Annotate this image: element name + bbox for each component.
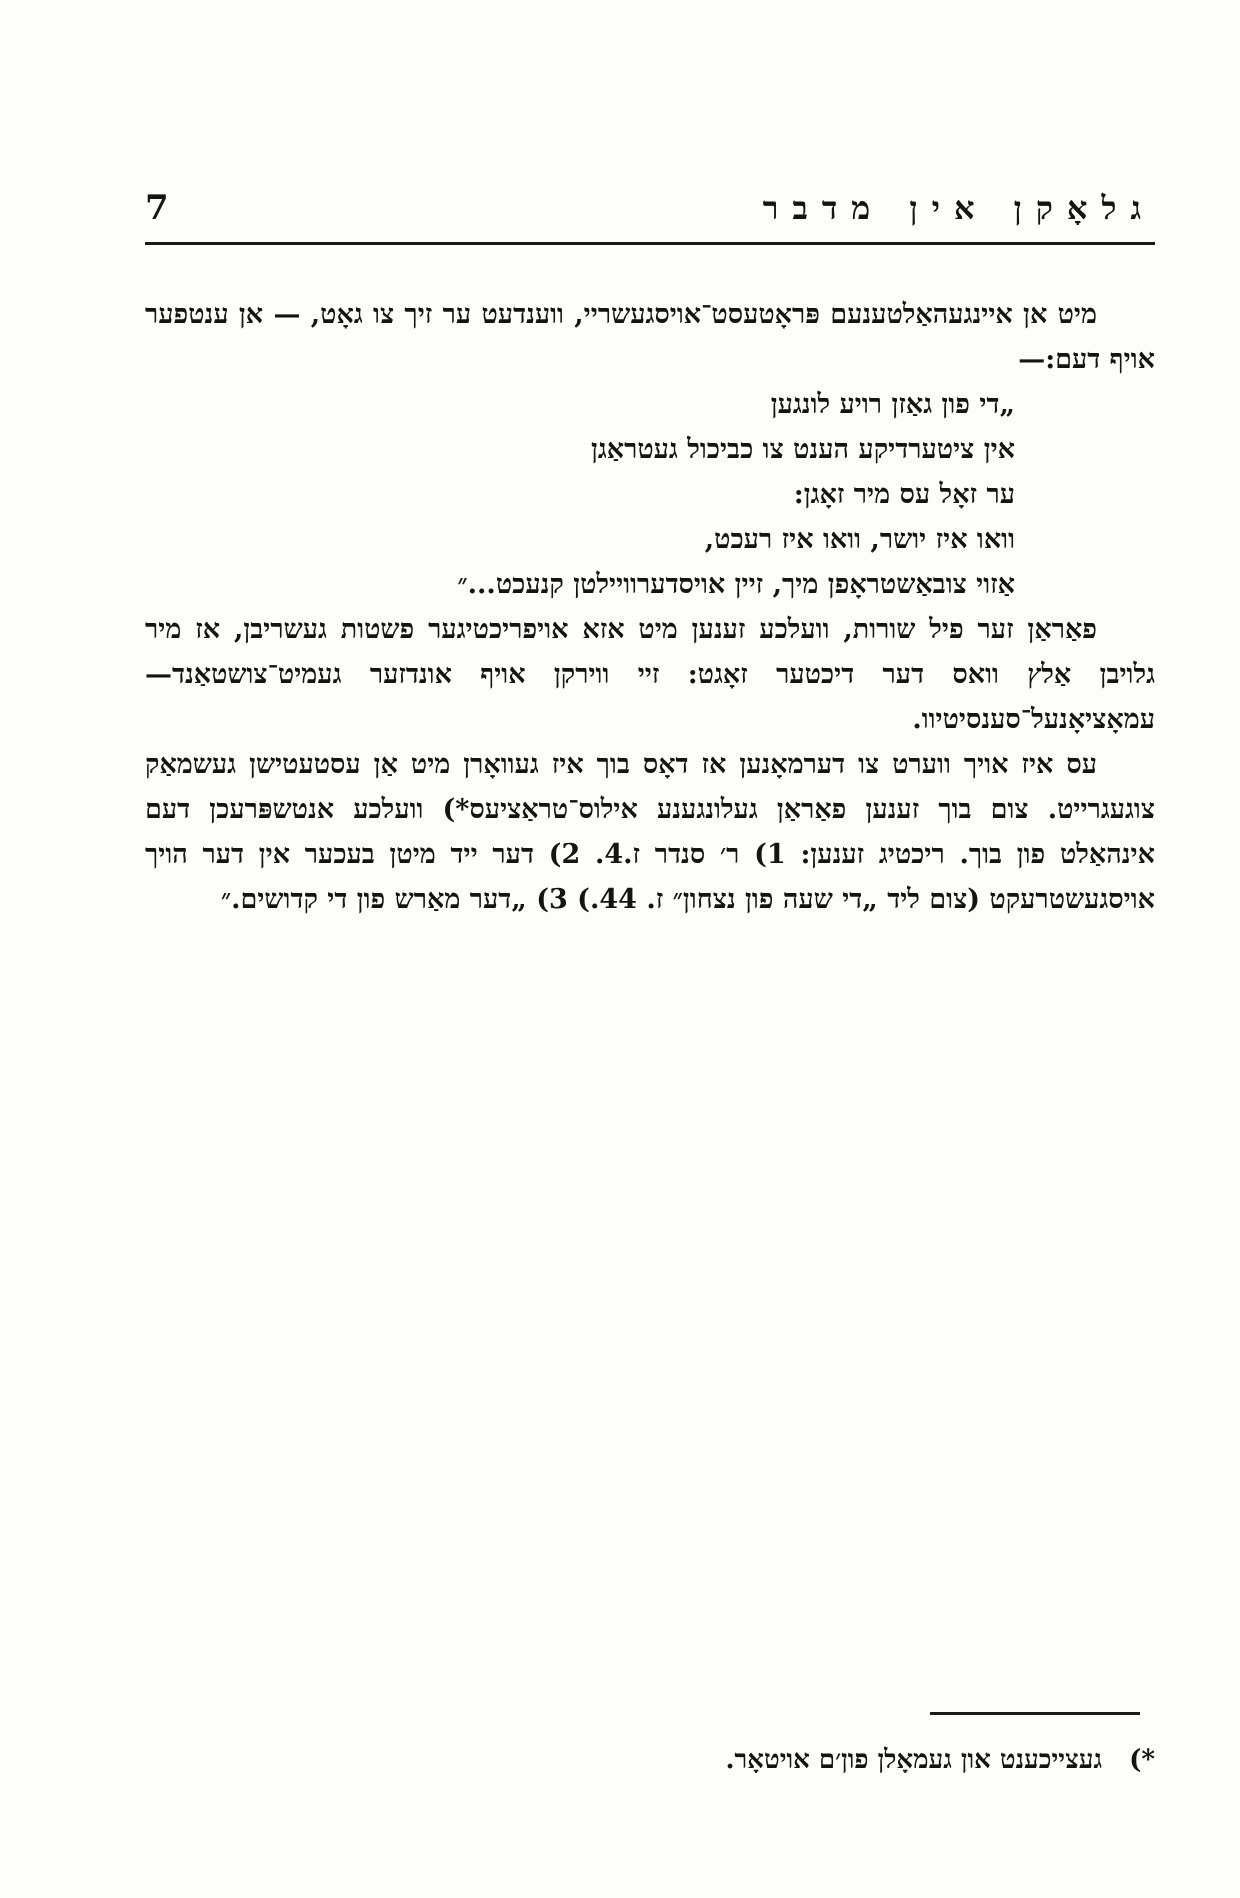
paragraph-2: פאַראַן זער פיל שורות, וועלכע זענען מיט אזא אויפריכטיגער פשטות געשריבן, אז מיר גלויבן אַלץ וואס דער דיכטער זאָגט: זיי ווירקן אויף אונדזער געמיט־צושטאַנד—עמאָציאָנעל־סענסיטיוו. bbox=[145, 614, 1155, 735]
verse-line-4: וואו איז יושר, וואו איז רעכט, bbox=[704, 524, 1015, 555]
verse-line-3: ער זאָל עס מיר זאָגן: bbox=[793, 479, 1015, 510]
running-title: גלאָקן אין מדבר bbox=[762, 189, 1155, 227]
page-header bbox=[145, 188, 1155, 244]
paragraph-1: מיט אן איינגעהאַלטענעם פּראָטעסט־אויסגעשריי, ווענדעט ער זיך צו גאָט, — אן ענטפער אויף דעם:— bbox=[145, 299, 1155, 375]
page-number: 7 bbox=[145, 188, 169, 228]
verse-line-5: אַזוי צובאַשטראָפן מיך, זיין אויסדערוויילטן קנעכט...״ bbox=[457, 569, 1015, 600]
verse-line-2: אין ציטערדיקע הענט צו כביכול געטראַגן bbox=[590, 434, 1015, 465]
footnote-text: געצייכענט און געמאָלן פון׳ם אויטאָר. bbox=[725, 1745, 1103, 1775]
footnote-mark: *) bbox=[1129, 1745, 1155, 1775]
verse-line-1: „די פון גאַזן רויע לונגען bbox=[770, 389, 1015, 420]
paragraph-3: עס איז אויך ווערט צו דערמאָנען אז דאָס בוך איז געוואָרן מיט אַן עסטעטישן געשמאַק צוגעגרייט. צום בוך זענען פאַראַן געלונגענע אילוס־טראַציעס*) וועלכע אנטשפּרעכן דעם אינהאַלט פון בוך. ריכטיג זענען: 1) ר׳ סנדר ז.4. 2) דער ייד מיטן בעכער אין דער הויך אויסגעשטרעקט (צום ליד „די שעה פון נצחון״ ז. 44.) 3) „דער מאַרש פון די קדושים.״ bbox=[145, 749, 1155, 915]
header-rule bbox=[145, 242, 1155, 245]
body-text bbox=[145, 292, 1155, 922]
footnote bbox=[725, 1740, 1155, 1780]
footnote-rule bbox=[930, 1712, 1140, 1715]
